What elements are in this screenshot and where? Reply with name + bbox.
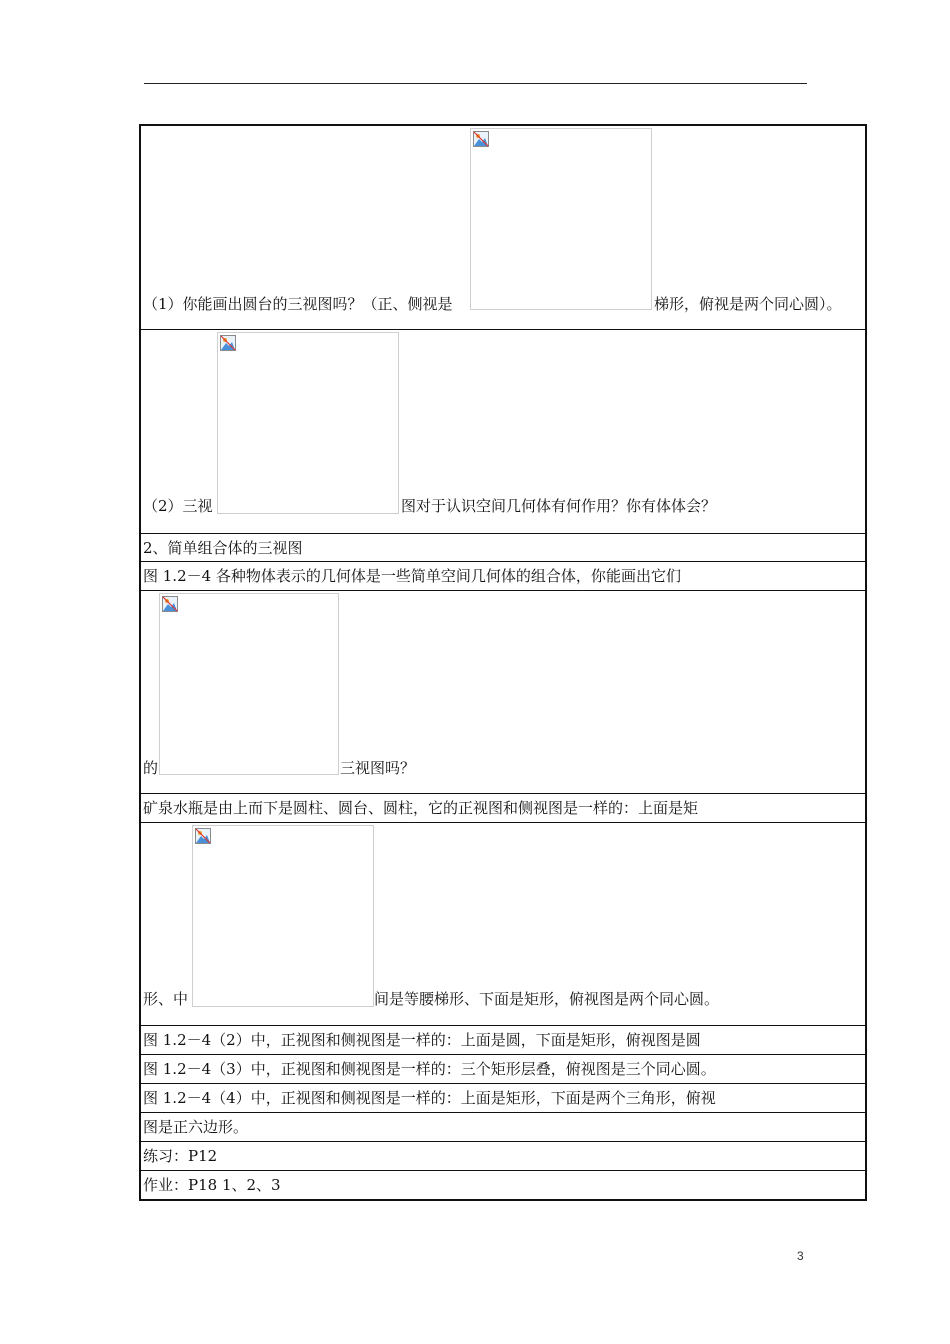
table-row [141,126,865,330]
broken-image-icon [195,828,211,844]
table-row [141,534,865,562]
table-row [141,1084,865,1113]
table-row [141,562,865,591]
row-text: 图 1.2－4（4）中，正视图和侧视图是一样的：上面是矩形，下面是两个三角形，俯视 [143,1089,716,1107]
row-text: 图 1.2－4（2）中，正视图和侧视图是一样的：上面是圆，下面是矩形，俯视图是圆 [143,1031,701,1049]
table-row [141,591,865,794]
image-placeholder [217,332,399,514]
row-text-before: （1）你能画出圆台的三视图吗？（正、侧视是 [143,295,453,313]
row-text: 作业：P18 1、2、3 [143,1176,281,1194]
table-row [141,1055,865,1084]
broken-image-icon [220,335,236,351]
row-text: 图 1.2－4 各种物体表示的几何体是一些简单空间几何体的组合体，你能画出它们 [143,567,681,585]
row-text-before: （2）三视 [143,497,213,515]
broken-image-icon [473,131,489,147]
image-placeholder [159,593,339,775]
table-row [141,823,865,1026]
table-row [141,794,865,823]
broken-image-icon [162,596,178,612]
page-number: 3 [797,1249,804,1263]
table-row [141,330,865,534]
row-text-before: 形、中 [143,990,189,1008]
row-text: 练习：P12 [143,1147,218,1165]
row-text-after: 间是等腰梯形、下面是矩形，俯视图是两个同心圆。 [374,990,720,1008]
table-row [141,1171,865,1199]
lesson-table [139,124,867,1201]
table-row [141,1026,865,1055]
image-placeholder [192,825,374,1007]
row-text-after: 梯形，俯视是两个同心圆）。 [654,295,842,313]
row-text: 2、简单组合体的三视图 [143,539,303,557]
header-rule [144,83,807,84]
image-placeholder [470,128,652,310]
row-text: 图是正六边形。 [143,1118,249,1136]
row-text: 图 1.2－4（3）中，正视图和侧视图是一样的：三个矩形层叠，俯视图是三个同心圆。 [143,1060,716,1078]
row-text-before: 的 [143,759,159,777]
row-text-after: 图对于认识空间几何体有何作用？你有体体会？ [401,497,717,515]
table-row [141,1142,865,1171]
row-text: 矿泉水瓶是由上而下是圆柱、圆台、圆柱，它的正视图和侧视图是一样的：上面是矩 [143,799,699,817]
table-row [141,1113,865,1142]
row-text-after: 三视图吗？ [340,759,416,777]
